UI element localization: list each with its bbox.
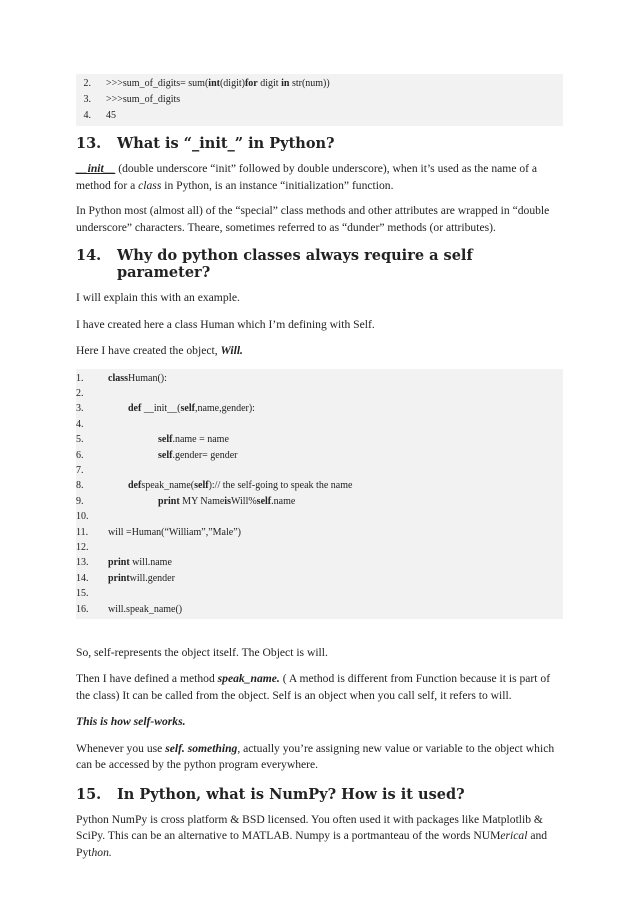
heading-number: 13. [76, 135, 102, 152]
code-text: def __init__(self,name,gender): [128, 403, 255, 415]
code-line [76, 91, 563, 107]
code-line [76, 463, 563, 478]
paragraph-init-definition: __init__ (double underscore “init” followed by double underscore), when it’s used as the name of a method for a class in Python, is an instance “initialization” function. [76, 162, 538, 192]
code-text: 45 [106, 109, 116, 121]
paragraph-self-something: Whenever you use self. something, actually you’re assigning new value or variable to the object which can be accessed by the python program everywhere. [76, 741, 555, 772]
line-number: 3. [76, 403, 84, 415]
code-text: print MY NameisWill%self.name [158, 495, 296, 507]
code-line [76, 509, 563, 524]
code-line [76, 586, 563, 601]
line-number: 12. [76, 541, 89, 553]
line-number: 14. [76, 572, 89, 584]
line-number: 9. [76, 495, 84, 507]
code-line [76, 447, 563, 462]
code-line [76, 494, 563, 509]
line-number: 16. [76, 603, 89, 615]
paragraph-numpy: Python NumPy is cross platform & BSD licensed. You often used it with packages like Matplotlib & SciPy. This can be an alternative to MATLAB. Numpy is a portmanteau of the words NUMerical and Python. [76, 812, 548, 859]
code-line [76, 478, 563, 493]
code-line [76, 540, 563, 555]
code-line [76, 371, 563, 386]
code-line [76, 107, 563, 123]
code-block-human-class [76, 369, 563, 619]
document-page [76, 74, 563, 861]
paragraph-self-represents: So, self-represents the object itself. The Object is will. [76, 645, 328, 659]
line-number: 1. [76, 372, 84, 384]
code-line [76, 571, 563, 586]
paragraph-speak-name: Then I have defined a method speak_name. ( A method is different from Function because it is part of the class) It can be called from the object. Self is an object when you call self, it refers to will. [76, 672, 551, 702]
heading-title: Why do python classes always require a self parameter? [117, 247, 473, 281]
line-number: 13. [76, 557, 89, 569]
code-text: >>>sum_of_digits [106, 93, 181, 105]
code-text: will.speak_name() [108, 603, 183, 615]
paragraph-class-human: I have created here a class Human which I’m defining with Self. [76, 317, 375, 331]
heading-title: In Python, what is NumPy? How is it used? [117, 785, 465, 803]
line-number: 2. [83, 77, 91, 89]
heading-number: 14. [76, 247, 102, 264]
code-line [76, 75, 563, 91]
line-number: 8. [76, 480, 84, 492]
heading-q13 [76, 135, 563, 152]
code-line [76, 417, 563, 432]
line-number: 10. [76, 511, 89, 523]
line-number: 11. [76, 526, 89, 538]
code-text: self.gender= gender [158, 449, 238, 461]
code-line [76, 432, 563, 447]
paragraph-dunder: In Python most (almost all) of the “special” class methods and other attributes are wrapped in “double underscore” characters. Theare, sometimes referred to as “dunder” methods (or attributes). [76, 204, 550, 234]
line-number: 7. [76, 465, 84, 477]
paragraph-example-intro: I will explain this with an example. [76, 291, 240, 304]
line-number: 6. [76, 449, 84, 461]
code-text: classHuman(): [108, 372, 167, 384]
code-text: print will.name [108, 557, 172, 569]
code-line [76, 555, 563, 570]
line-number: 15. [76, 588, 89, 600]
line-number: 4. [83, 109, 91, 121]
code-text: self.name = name [158, 434, 229, 446]
code-line [76, 601, 563, 616]
code-text: defspeak_name(self):// the self-going to speak the name [128, 480, 353, 492]
heading-q14 [76, 247, 563, 281]
line-number: 3. [83, 93, 91, 105]
code-text: printwill.gender [108, 572, 175, 584]
code-line [76, 524, 563, 539]
code-block-sum-of-digits [76, 74, 563, 126]
line-number: 4. [76, 418, 84, 430]
paragraph-how-self-works: This is how self-works. [76, 715, 186, 729]
paragraph-object-will: Here I have created the object, Will. [76, 344, 243, 357]
code-text: >>>sum_of_digits= sum(int(digit)for digit in str(num)) [106, 77, 330, 89]
heading-q15 [76, 786, 563, 803]
heading-title: What is “_init_” in Python? [117, 135, 335, 152]
code-line [76, 401, 563, 416]
heading-number: 15. [76, 785, 102, 803]
code-text: will =Human(“William”,”Male”) [108, 526, 241, 538]
line-number: 2. [76, 388, 84, 400]
line-number: 5. [76, 434, 84, 446]
code-line [76, 386, 563, 401]
